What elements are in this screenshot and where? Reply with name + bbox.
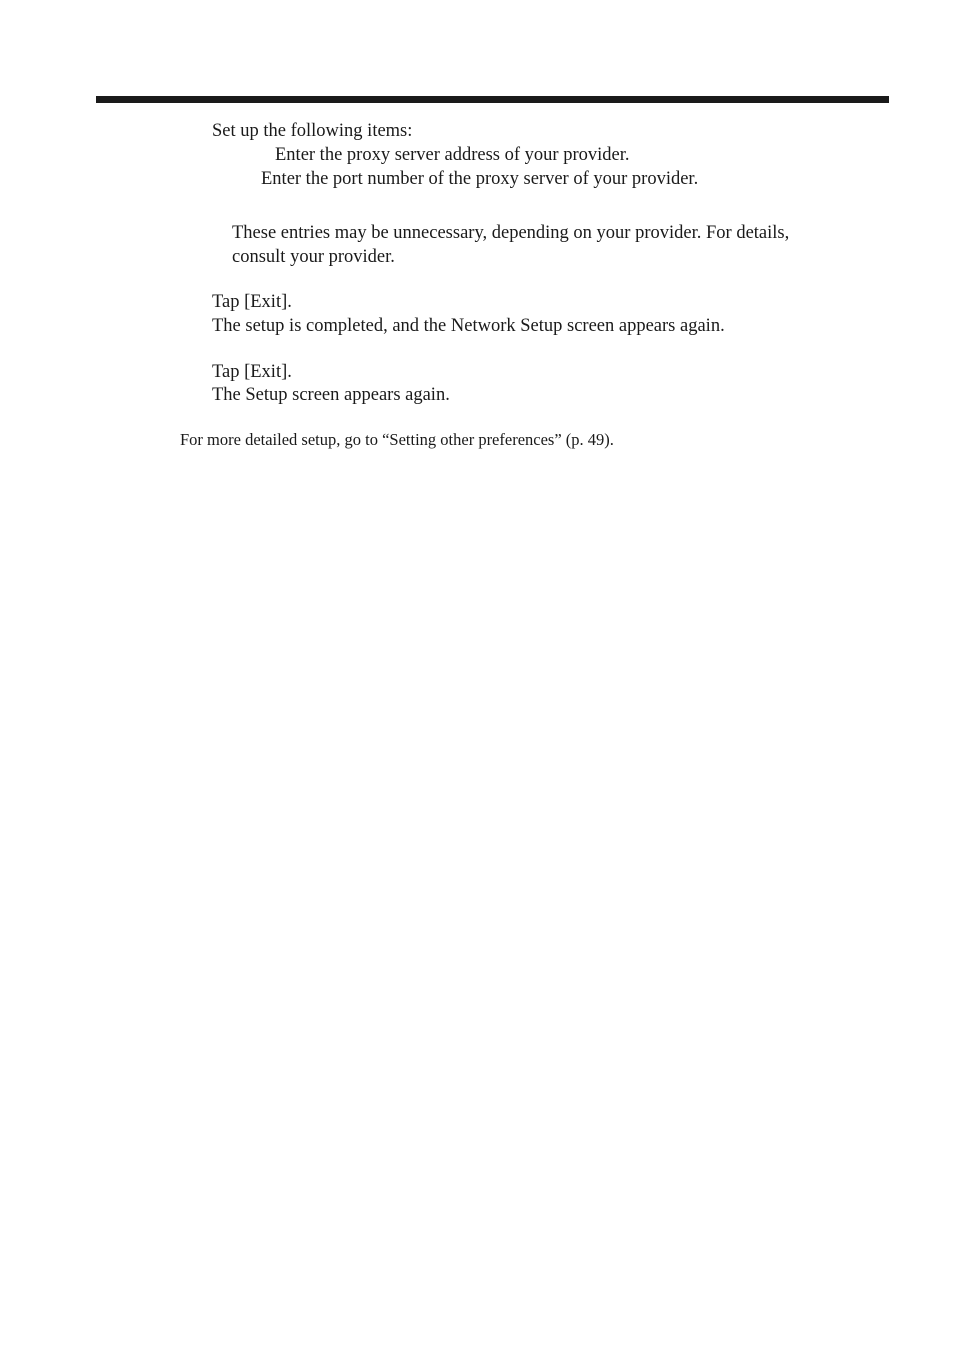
exit-step-result: The setup is completed, and the Network Setup screen appears again. [212,316,725,336]
header-rule [96,96,889,103]
note-line-1: These entries may be unnecessary, depending on your provider. For details, [232,223,790,243]
exit-setup-instruction: Tap [Exit]. [212,362,292,382]
exit-step-instruction: Tap [Exit]. [212,292,292,312]
proxy-port-instruction: Enter the port number of the proxy server of your provider. [261,169,699,189]
proxy-address-instruction: Enter the proxy server address of your provider. [275,145,630,165]
setup-intro: Set up the following items: [212,121,413,141]
exit-setup-result: The Setup screen appears again. [212,385,450,405]
note-line-2: consult your provider. [232,247,395,267]
footer-note: For more detailed setup, go to “Setting other preferences” (p. 49). [180,430,614,449]
